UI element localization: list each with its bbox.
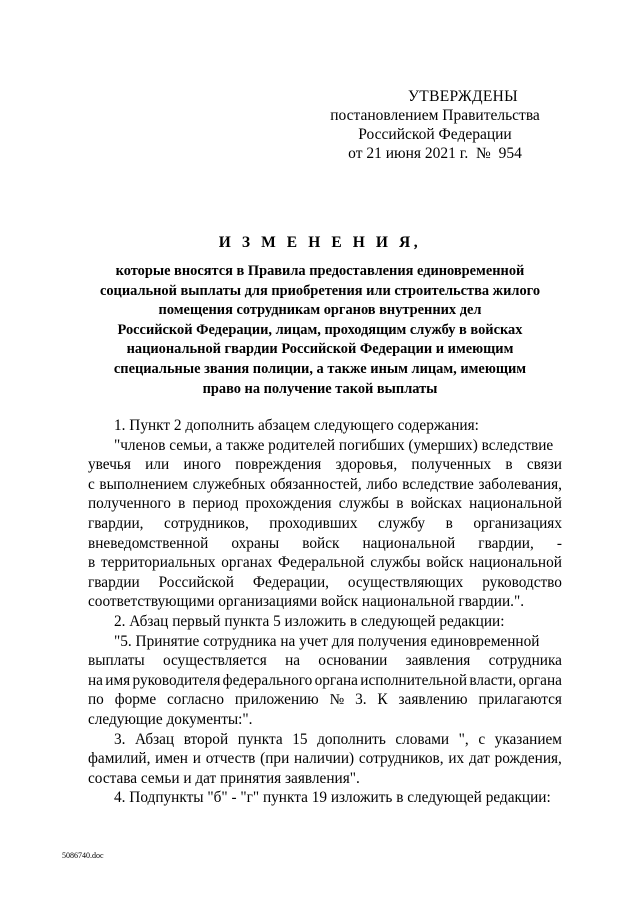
word: период [192,495,239,513]
document-subtitle [60,262,580,399]
word: рождения, [494,750,562,768]
word: национальной [469,554,562,572]
word: сотрудников, [358,750,444,768]
subtitle-line: социальной выплаты для приобретения или строительства жилого [99,282,541,299]
word: органа [314,671,358,689]
word: иного [183,456,222,474]
word: 3. [114,730,126,748]
word: охраны [231,534,280,552]
word: полученного [88,495,171,513]
paragraph-1-quote-line [88,514,562,534]
paragraph-1-quote-line [88,475,562,495]
word: национальной [469,495,562,513]
word: заявлению [398,691,468,709]
word: органах [221,554,273,572]
word: в [505,456,513,474]
word: служебных [192,475,266,493]
word: выплаты [88,652,145,670]
word: полученных [411,456,492,474]
subtitle-line: специальные звания полиции, а также иным лицам, имеющим [113,360,527,377]
paragraph-3-line [88,730,562,750]
word: в [88,554,96,572]
document-code: 5086740.doc [62,851,104,860]
word: увечья [88,456,131,474]
word: службы [370,554,421,572]
paragraph-2-quote-line [88,651,562,671]
word: 15 [292,730,308,748]
word: вневедомственной [88,534,209,552]
subtitle-line: право на получение такой выплаты [202,380,438,397]
word: 3. [355,691,367,709]
word: Абзац [135,730,175,748]
approval-block [300,87,570,163]
word: и [192,750,201,768]
word: их [448,750,465,768]
word: осуществляется [162,652,267,670]
document-body [88,416,562,808]
word: сотрудника [488,652,562,670]
word: выполнением [99,475,188,493]
word: заявления [405,652,471,670]
approval-title: УТВЕРЖДЕНЫ [408,88,518,105]
word: прилагаются [478,691,562,709]
word: гвардии, [88,514,144,532]
paragraph-3-line [88,749,562,769]
word: основании [318,652,388,670]
word: указанием [494,730,562,748]
word: гвардии [88,573,140,591]
word: дат [468,750,490,768]
word: связи [526,456,562,474]
word: второй [183,730,229,748]
paragraph-1-quote-line [88,534,562,554]
word: дополнить [317,730,386,748]
word: власти, [469,671,517,689]
word: словами [395,730,450,748]
word: или [145,456,170,474]
word: имен [155,750,188,768]
word: Федеральной [278,554,365,572]
subtitle-line: национальной гвардии Российской Федерации и имеющим [126,341,514,358]
word: гвардии, [478,534,534,552]
word: с [478,730,486,748]
word: в [396,495,404,513]
word: проходивших [269,514,358,532]
word: № [329,691,345,709]
document-heading [60,233,580,399]
word: - [556,534,562,552]
approval-line-1: постановлением Правительства [330,107,540,124]
word: либо [366,475,398,493]
word: ", [458,730,469,748]
word: руководителя [132,671,221,689]
word: руководство [482,573,562,591]
word: сотрудников, [164,514,249,532]
paragraph-2-quote-line: следующие документы:". [88,710,253,728]
paragraph-2-quote-line [88,690,562,710]
word: органа [518,671,562,689]
subtitle-line: которые вносятся в Правила предоставления единовременной [115,263,525,279]
word: в [445,514,453,532]
word: отчеств [205,750,256,768]
approval-line-3: от 21 июня 2021 г. № 954 [348,145,522,162]
word: вследствие [402,475,474,493]
paragraph-2-intro: 2. Абзац первый пункта 5 изложить в следующей редакции: [114,612,505,630]
word: К [377,691,388,709]
word: согласно [167,691,224,709]
word: повреждения [235,456,322,474]
word: Федерации, [252,573,329,591]
word: в [178,495,186,513]
word: войск [426,554,464,572]
word: (при [260,750,290,768]
word: пункта [237,730,283,748]
word: обязанностей, [270,475,362,493]
paragraph-3-line: состава семьи и дат принятия заявления". [88,769,360,787]
approval-line-2: Российской Федерации [358,126,512,143]
paragraph-1-quote-line: "членов семьи, а также родителей погибших (умерших) вследствие [114,436,554,454]
paragraph-1-quote-line [88,455,562,475]
word: войсках [410,495,462,513]
subtitle-line: помещения сотрудникам органов внутренних дел [158,302,482,319]
word: осуществляющих [347,573,464,591]
paragraph-4-line: 4. Подпункты "б" - "г" пункта 19 изложить в следующей редакции: [114,789,551,807]
word: заболевания, [478,475,562,493]
word: наличии) [294,750,355,768]
word: приложению [234,691,319,709]
word: на [88,671,103,689]
word: федерального [222,671,313,689]
word: службу [378,514,426,532]
word: войск [302,534,340,552]
word: по [88,691,104,709]
paragraph-1-quote-line [88,494,562,514]
paragraph-1-quote-line [88,573,562,593]
word: имя [105,671,131,689]
word: территориальных [100,554,216,572]
word: на [285,652,301,670]
subtitle-line: Российской Федерации, лицам, проходящим службу в войсках [117,321,523,338]
word: с [88,475,95,493]
word: прохождения [245,495,332,513]
paragraph-2-quote-line [88,671,562,691]
word: Российской [158,573,234,591]
word: службы [338,495,390,513]
document-title: И З М Е Н Е Н И Я, [218,234,422,251]
word: организациях [473,514,562,532]
paragraph-1-quote-line [88,553,562,573]
word: исполнительной [360,671,468,689]
word: национальной [362,534,456,552]
word: здоровья, [335,456,398,474]
word: форме [114,691,157,709]
paragraph-1-intro: 1. Пункт 2 дополнить абзацем следующего содержания: [114,417,479,434]
paragraph-2-quote-line: "5. Принятие сотрудника на учет для получения единовременной [114,632,540,650]
word: фамилий, [88,750,151,768]
paragraph-1-quote-line: соответствующими организациями войск национальной гвардии.". [88,593,525,611]
